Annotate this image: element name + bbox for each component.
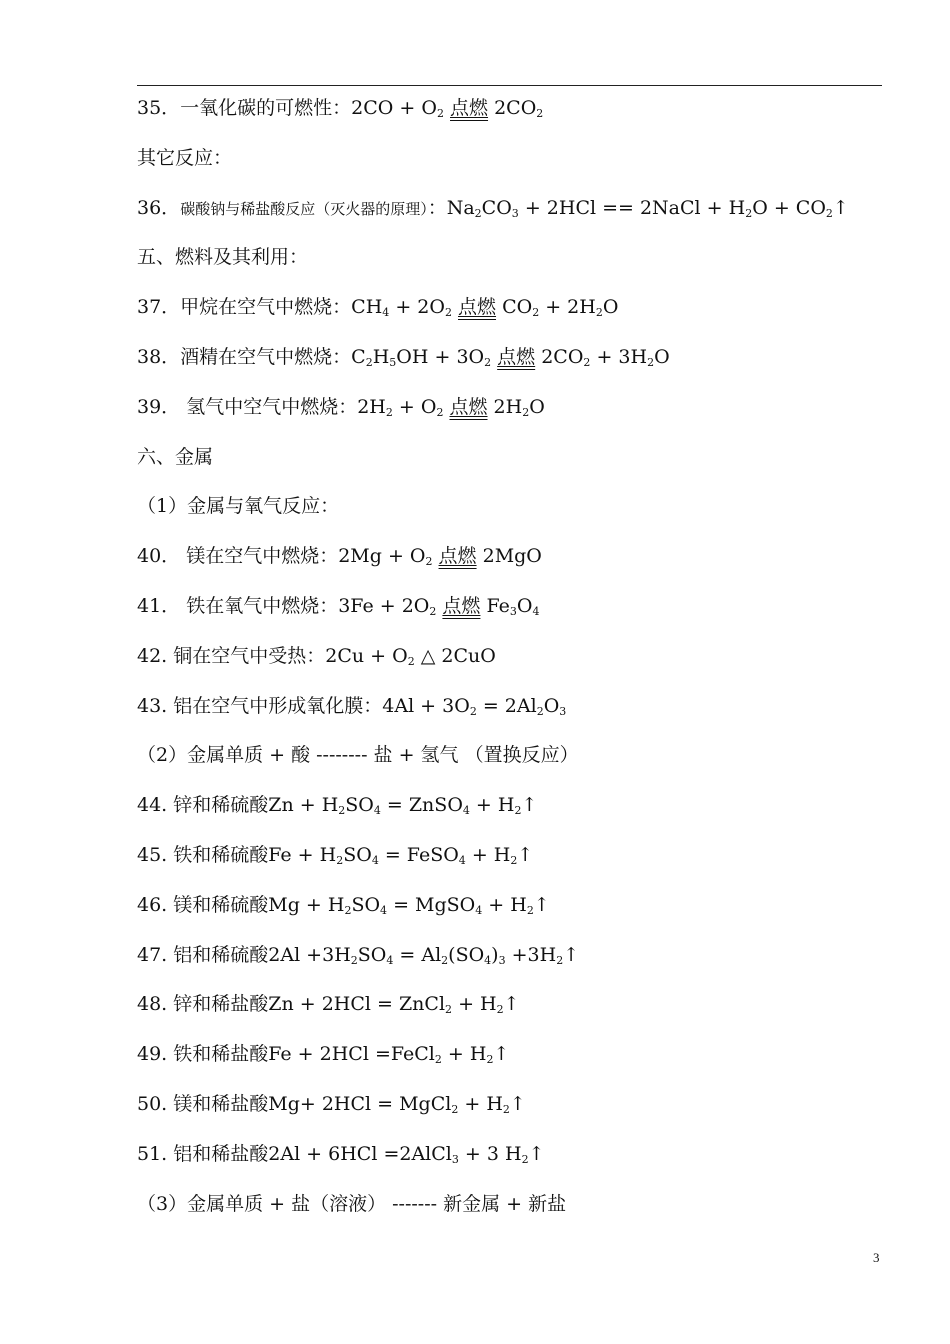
- text-segment: 46. 镁和稀硫酸Mg + H: [137, 894, 345, 916]
- text-segment: 其它反应：: [137, 147, 233, 169]
- subscript: 2: [526, 904, 534, 917]
- text-segment: (SO: [448, 944, 485, 966]
- text-segment: △ 2CuO: [414, 645, 496, 667]
- subscript: 2: [745, 207, 753, 220]
- text-segment: SO: [357, 944, 387, 966]
- subscript: 2: [532, 306, 540, 319]
- text-segment: 40． 镁在空气中燃烧：2Mg + O: [137, 545, 426, 567]
- text-segment: 35．一氧化碳的可燃性：2CO + O: [137, 97, 437, 119]
- text-segment: 41． 铁在氧气中燃烧：3Fe + 2O: [137, 595, 430, 617]
- text-segment: 五、燃料及其利用：: [137, 246, 309, 268]
- small-note: 碳酸钠与稀盐酸反应（灭火器的原理）: [180, 200, 428, 218]
- reaction-condition: 点燃: [449, 396, 488, 418]
- subscript: 2: [425, 555, 433, 568]
- text-segment: SO: [343, 844, 372, 866]
- text-segment: + H: [465, 844, 511, 866]
- subsection-metal-acid: [137, 743, 579, 767]
- text-segment: + H: [458, 1093, 503, 1115]
- text-segment: CO: [496, 296, 533, 318]
- subscript: 2: [595, 306, 603, 319]
- subscript: 2: [521, 1153, 529, 1166]
- reaction-condition: 点燃: [458, 296, 497, 318]
- equation-line-41: [137, 594, 539, 618]
- subscript: 2: [522, 406, 530, 419]
- subscript: 4: [386, 954, 394, 967]
- subscript: 2: [436, 406, 444, 419]
- text-segment: + O: [392, 396, 437, 418]
- reaction-condition: 点燃: [450, 97, 489, 119]
- subscript: 4: [532, 605, 540, 618]
- equation-line-39: [137, 395, 545, 419]
- text-segment: ): [491, 944, 499, 966]
- subscript: 2: [647, 356, 655, 369]
- text-segment: O: [529, 396, 545, 418]
- subscript: 4: [373, 804, 381, 817]
- equation-line-38: [137, 345, 670, 369]
- text-segment: 六、金属: [137, 446, 214, 468]
- subscript: 4: [380, 904, 388, 917]
- subscript: 2: [434, 1053, 442, 1066]
- subscript: 3: [498, 954, 506, 967]
- text-segment: O: [543, 695, 560, 717]
- text-segment: OH + 3O: [396, 346, 485, 368]
- subsection-metal-salt: [137, 1192, 566, 1216]
- subscript: 2: [429, 605, 437, 618]
- page-number: 3: [873, 1250, 880, 1265]
- text-segment: 49. 铁和稀盐酸Fe + 2HCl =FeCl: [137, 1043, 435, 1065]
- text-segment: ↑: [832, 197, 849, 219]
- subscript: 4: [462, 804, 470, 817]
- text-segment: ↑: [517, 844, 534, 866]
- equation-line-36: [137, 196, 849, 221]
- text-segment: + H: [452, 993, 497, 1015]
- text-segment: 39． 氢气中空气中燃烧：2H: [137, 396, 386, 418]
- text-segment: 2CO: [535, 346, 584, 368]
- text-segment: 43. 铝在空气中形成氧化膜：4Al + 3O: [137, 695, 470, 717]
- text-segment: Fe: [480, 595, 510, 617]
- text-segment: = Al: [393, 944, 442, 966]
- equation-line-43: [137, 694, 566, 718]
- subscript: 2: [484, 356, 492, 369]
- subscript: 2: [451, 1103, 459, 1116]
- equation-line-35: [137, 96, 543, 120]
- text-segment: （1）金属与氧气反应：: [137, 495, 340, 517]
- subscript: 2: [445, 1003, 453, 1016]
- header-rule: [137, 85, 882, 86]
- text-segment: 2CO: [488, 97, 537, 119]
- subscript: 2: [825, 207, 833, 220]
- subscript: 4: [458, 854, 466, 867]
- subscript: 2: [502, 1103, 510, 1116]
- equation-line-45: [137, 843, 533, 867]
- text-segment: ↑: [503, 993, 520, 1015]
- text-segment: O: [602, 296, 619, 318]
- subscript: 2: [436, 107, 444, 120]
- subscript: 2: [336, 854, 344, 867]
- subscript: 2: [474, 207, 482, 220]
- reaction-condition: 点燃: [438, 545, 477, 567]
- equation-line-42: [137, 644, 496, 668]
- text-segment: ↑: [521, 794, 538, 816]
- subscript: 2: [486, 1053, 494, 1066]
- text-segment: = 2Al: [476, 695, 537, 717]
- text-segment: = MgSO: [387, 894, 476, 916]
- text-segment: + 3 H: [458, 1143, 522, 1165]
- text-segment: SO: [345, 794, 374, 816]
- subscript: 2: [338, 804, 346, 817]
- subsection-metal-oxygen: [137, 494, 339, 518]
- text-segment: 44. 锌和稀硫酸Zn + H: [137, 794, 339, 816]
- subscript: 4: [475, 904, 483, 917]
- subscript: 3: [511, 207, 519, 220]
- subscript: 2: [536, 705, 544, 718]
- text-segment: = FeSO: [378, 844, 459, 866]
- subscript: 3: [451, 1153, 459, 1166]
- text-segment: O: [654, 346, 670, 368]
- text-segment: CO: [481, 197, 512, 219]
- subscript: 5: [389, 356, 397, 369]
- equation-line-46: [137, 893, 550, 917]
- text-segment: 2H: [487, 396, 523, 418]
- section-metals: [137, 445, 213, 469]
- equation-line-37: [137, 295, 618, 319]
- text-segment: O + CO: [752, 197, 826, 219]
- subscript: 2: [350, 954, 358, 967]
- text-segment: ↑: [509, 1093, 526, 1115]
- subscript: 2: [365, 356, 373, 369]
- text-segment: ↑: [528, 1143, 545, 1165]
- section-other-reactions: [137, 146, 232, 170]
- text-segment: H: [372, 346, 390, 368]
- text-segment: +3H: [505, 944, 557, 966]
- text-segment: + 2HCl == 2NaCl + H: [518, 197, 746, 219]
- subscript: 2: [407, 655, 415, 668]
- subscript: 2: [469, 705, 477, 718]
- text-segment: + H: [482, 894, 527, 916]
- text-segment: 45. 铁和稀硫酸Fe + H: [137, 844, 337, 866]
- text-segment: = ZnSO: [380, 794, 463, 816]
- text-segment: SO: [351, 894, 381, 916]
- text-segment: O: [516, 595, 533, 617]
- text-segment: ↑: [493, 1043, 510, 1065]
- subscript: 2: [496, 1003, 504, 1016]
- subscript: 2: [444, 306, 452, 319]
- equation-line-51: [137, 1142, 545, 1166]
- subscript: 4: [371, 854, 379, 867]
- reaction-condition: 点燃: [497, 346, 536, 368]
- equation-line-50: [137, 1092, 526, 1116]
- subscript: 4: [382, 306, 390, 319]
- subscript: 2: [510, 854, 518, 867]
- text-segment: ：Na: [427, 197, 475, 219]
- subscript: 2: [583, 356, 591, 369]
- reaction-condition: 点燃: [442, 595, 481, 617]
- text-segment: 2MgO: [476, 545, 542, 567]
- text-segment: 50. 镁和稀盐酸Mg+ 2HCl = MgCl: [137, 1093, 452, 1115]
- text-segment: ↑: [533, 894, 550, 916]
- subscript: 4: [484, 954, 492, 967]
- equation-line-47: [137, 943, 579, 967]
- text-segment: 36．: [137, 197, 181, 219]
- equation-line-40: [137, 544, 542, 568]
- subscript: 2: [514, 804, 522, 817]
- text-segment: （2）金属单质 + 酸 -------- 盐 + 氢气 （置换反应）: [137, 744, 579, 766]
- text-segment: 51. 铝和稀盐酸2Al + 6HCl =2AlCl: [137, 1143, 452, 1165]
- text-segment: 47. 铝和稀硫酸2Al +3H: [137, 944, 351, 966]
- equation-line-49: [137, 1042, 509, 1066]
- text-segment: 48. 锌和稀盐酸Zn + 2HCl = ZnCl: [137, 993, 446, 1015]
- subscript: 2: [441, 954, 449, 967]
- section-fuels: [137, 245, 308, 269]
- text-segment: + 2O: [389, 296, 445, 318]
- equation-line-48: [137, 992, 520, 1016]
- text-segment: + 2H: [539, 296, 596, 318]
- equation-line-44: [137, 793, 537, 817]
- text-segment: 38．酒精在空气中燃烧：C: [137, 346, 366, 368]
- text-segment: + H: [469, 794, 515, 816]
- subscript: 2: [344, 904, 352, 917]
- text-segment: （3）金属单质 + 盐（溶液） ------- 新金属 + 新盐: [137, 1193, 567, 1215]
- subscript: 2: [536, 107, 544, 120]
- text-segment: + 3H: [590, 346, 648, 368]
- text-segment: + H: [441, 1043, 487, 1065]
- text-segment: ↑: [563, 944, 580, 966]
- text-segment: 37．甲烷在空气中燃烧：CH: [137, 296, 383, 318]
- text-segment: 42. 铜在空气中受热：2Cu + O: [137, 645, 408, 667]
- subscript: 2: [556, 954, 564, 967]
- subscript: 2: [385, 406, 393, 419]
- subscript: 3: [509, 605, 517, 618]
- subscript: 3: [559, 705, 567, 718]
